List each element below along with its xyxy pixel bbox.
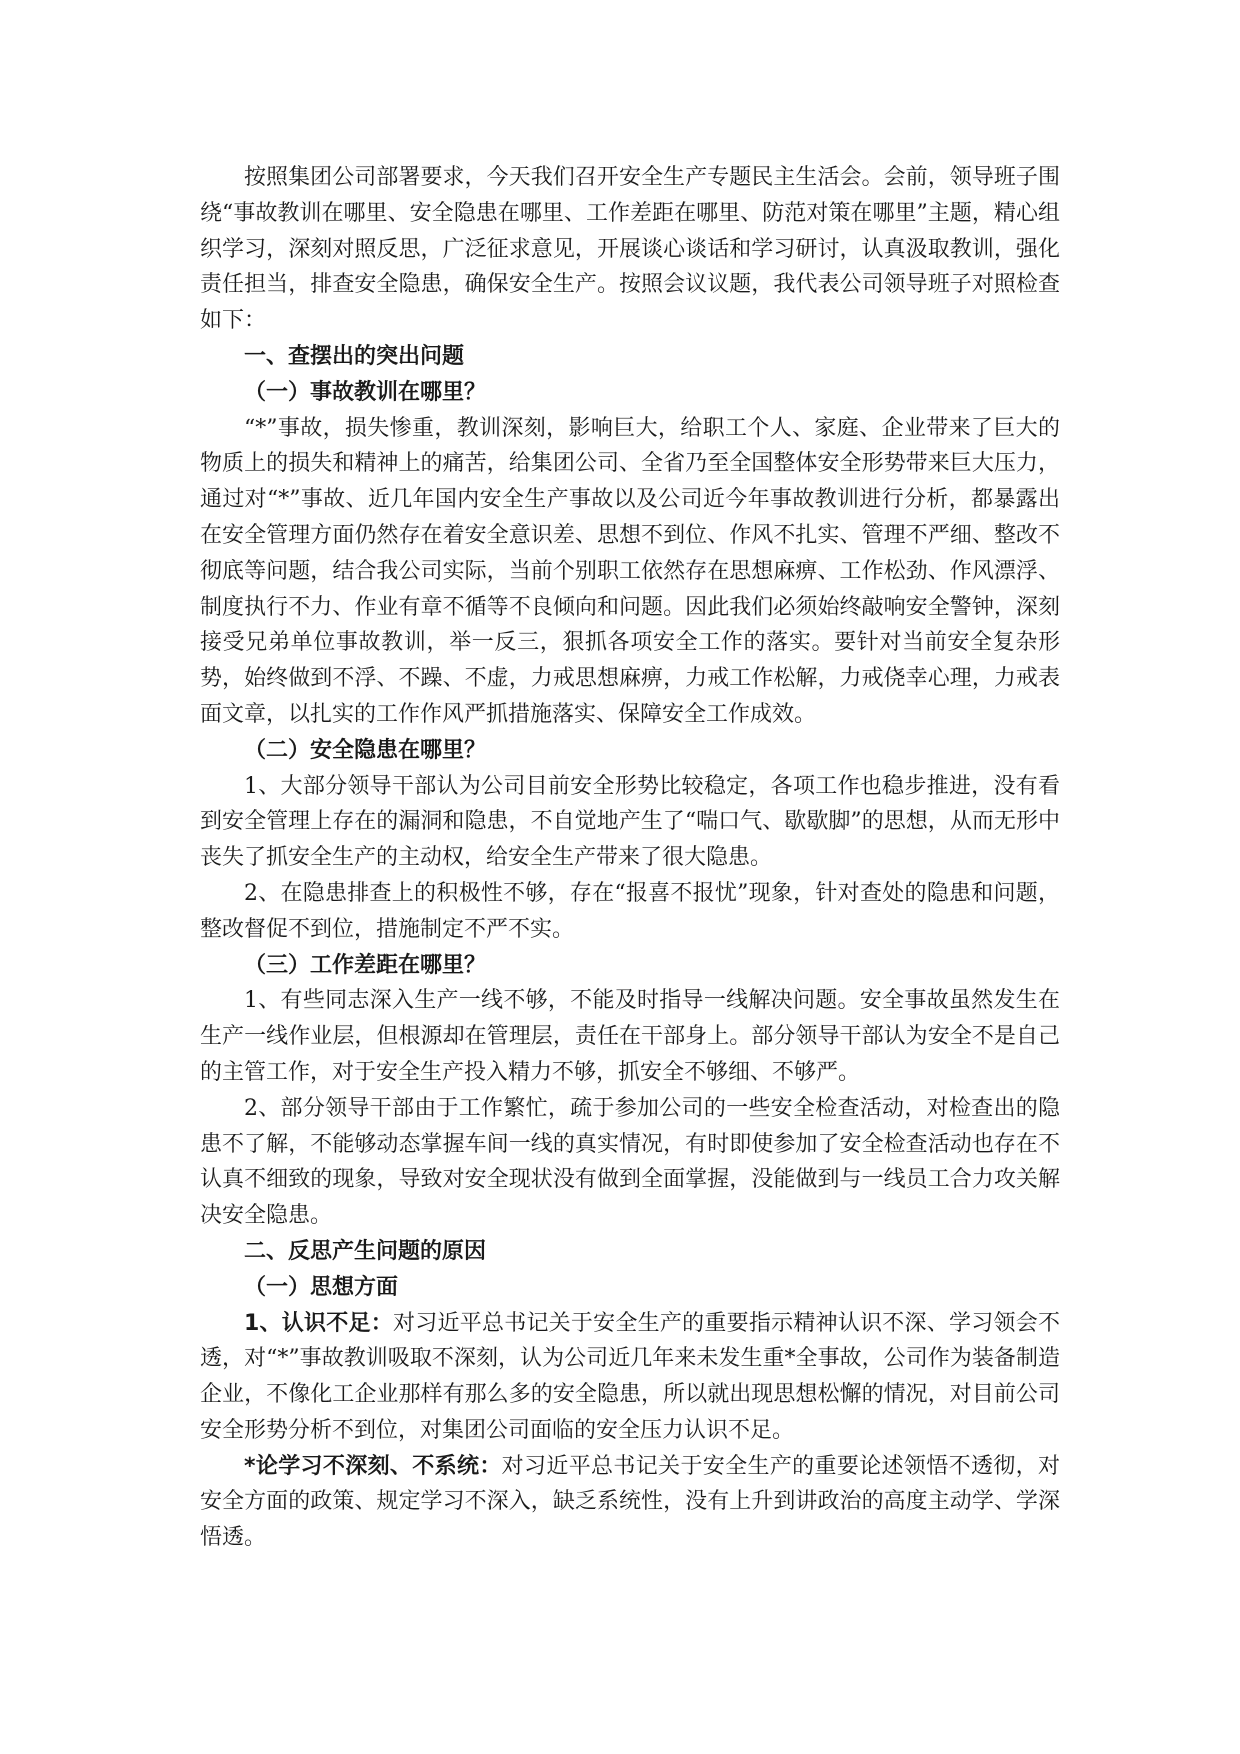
intro-paragraph: 按照集团公司部署要求，今天我们召开安全生产专题民主生活会。会前，领导班子围绕“事故教训在哪里、安全隐患在哪里、工作差距在哪里、防范对策在哪里”主题，精心组织学习，深刻对照反思，广泛征求意见，开展谈心谈话和学习研讨，认真汲取教训，强化责任担当，排查安全隐患，确保安全生产。按照会议议题，我代表公司领导班子对照检查如下： bbox=[200, 165, 1060, 334]
section1-sub3-heading: （三）工作差距在哪里？ bbox=[244, 952, 487, 978]
section1-sub3-paragraph-1: 1、有些同志深入生产一线不够，不能及时指导一线解决问题。安全事故虽然发生在生产一线作业层，但根源却在管理层，责任在干部身上。部分领导干部认为安全不是自己的主管工作，对于安全生产投入精力不够，抓安全不够细、不够严。 bbox=[200, 988, 1060, 1085]
document-page bbox=[200, 160, 1060, 1556]
section1-sub2-paragraph-2: 2、在隐患排查上的积极性不够，存在“报喜不报忧”现象，针对查处的隐患和问题，整改督促不到位，措施制定不严不实。 bbox=[200, 880, 1060, 942]
section2-item-2-text: 对习近平总书记关于安全生产的重要论述领悟不透彻，对安全方面的政策、规定学习不深入，缺乏系统性，没有上升到讲政治的高度主动学、学深悟透。 bbox=[200, 1453, 1060, 1551]
section2-item-1-lead: 1、认识不足： bbox=[244, 1310, 393, 1336]
section2-item-1 bbox=[200, 1306, 1060, 1449]
section1-sub2-heading: （二）安全隐患在哪里？ bbox=[244, 737, 487, 763]
section2-heading: 二、反思产生问题的原因 bbox=[244, 1238, 487, 1264]
section1-sub3-paragraph-2: 2、部分领导干部由于工作繁忙，疏于参加公司的一些安全检查活动，对检查出的隐患不了解，不能够动态掌握车间一线的真实情况，有时即使参加了安全检查活动也存在不认真不细致的现象，导致对安全现状没有做到全面掌握，没能做到与一线员工合力攻关解决安全隐患。 bbox=[200, 1095, 1060, 1229]
section2-item-1-text: 对习近平总书记关于安全生产的重要指示精神认识不深、学习领会不透，对“*”事故教训吸取不深刻，认为公司近几年来未发生重*全事故，公司作为装备制造企业，不像化工企业那样有那么多的安全隐患，所以就出现思想松懈的情况，对目前公司安全形势分析不到位，对集团公司面临的安全压力认识不足。 bbox=[200, 1310, 1060, 1443]
section1-sub2-paragraph-1: 1、大部分领导干部认为公司目前安全形势比较稳定，各项工作也稳步推进，没有看到安全管理上存在的漏洞和隐患，不自觉地产生了“喘口气、歇歇脚”的思想，从而无形中丧失了抓安全生产的主动权，给安全生产带来了很大隐患。 bbox=[200, 773, 1060, 871]
section2-item-2-lead: *论学习不深刻、不系统： bbox=[244, 1453, 502, 1479]
section1-sub1-paragraph: “*”事故，损失惨重，教训深刻，影响巨大，给职工个人、家庭、企业带来了巨大的物质上的损失和精神上的痛苦，给集团公司、全省乃至全国整体安全形势带来巨大压力，通过对“*”事故、近几年国内安全生产事故以及公司近今年事故教训进行分析，都暴露出在安全管理方面仍然存在着安全意识差、思想不到位、作风不扎实、管理不严细、整改不彻底等问题，结合我公司实际，当前个别职工依然存在思想麻痹、工作松劲、作风漂浮、制度执行不力、作业有章不循等不良倾向和问题。因此我们必须始终敲响安全警钟，深刻接受兄弟单位事故教训，举一反三，狠抓各项安全工作的落实。要针对当前安全复杂形势，始终做到不浮、不躁、不虚，力戒思想麻痹，力戒工作松解，力戒侥幸心理，力戒表面文章，以扎实的工作作风严抓措施落实、保障安全工作成效。 bbox=[200, 415, 1060, 727]
section1-sub1-heading: （一）事故教训在哪里？ bbox=[244, 379, 487, 405]
section1-heading: 一、查摆出的突出问题 bbox=[244, 343, 465, 369]
section2-sub1-heading: （一）思想方面 bbox=[244, 1274, 399, 1300]
section2-item-2 bbox=[200, 1449, 1060, 1556]
